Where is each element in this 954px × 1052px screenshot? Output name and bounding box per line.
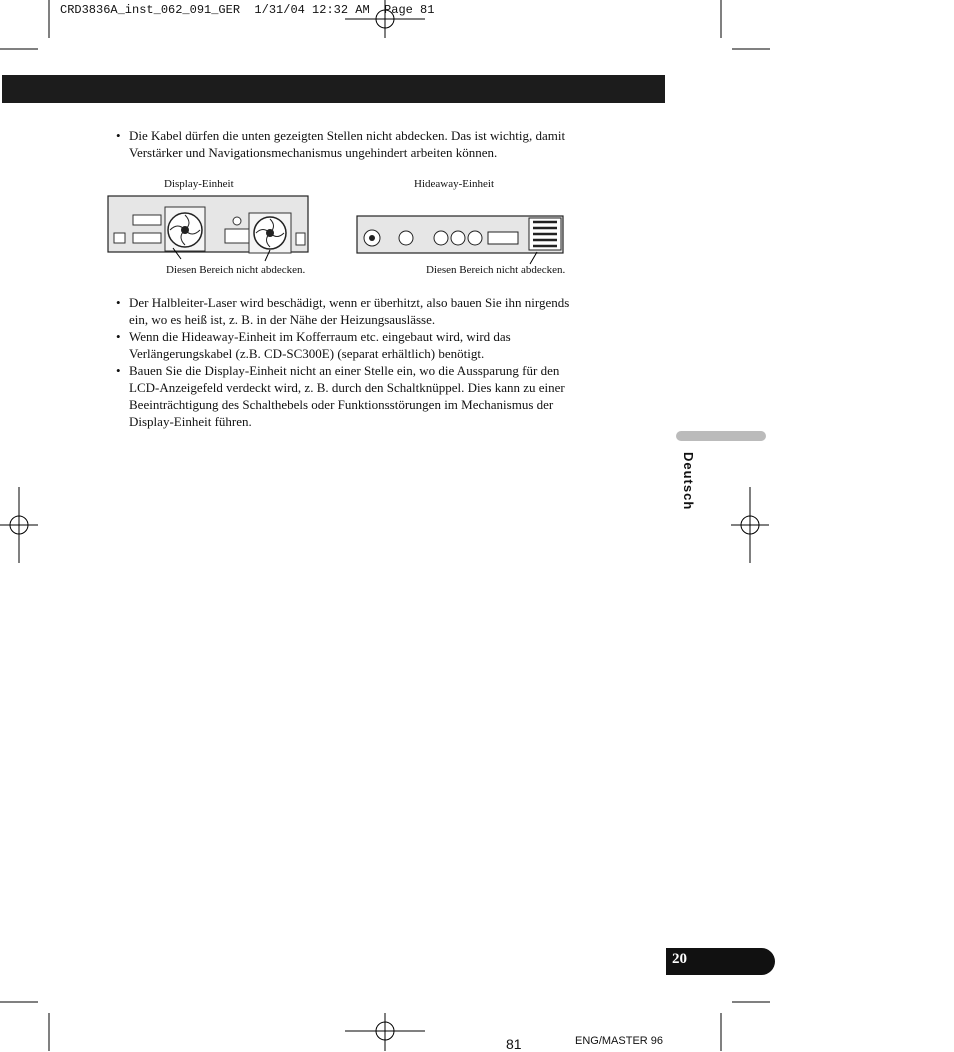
list-item: [116, 294, 656, 328]
text-line: Display-Einheit führen.: [129, 414, 252, 429]
list-item: [116, 362, 656, 430]
text-line: Beeinträchtigung des Schalthebels oder Funktionsstörungen im Mechanismus der: [129, 397, 554, 412]
text-line: Die Kabel dürfen die unten gezeigten Stellen nicht abdecken. Das ist wichtig, damit: [129, 128, 566, 143]
hideaway-unit-illustration: [355, 213, 567, 268]
text-line: ein, wo es heiß ist, z. B. in der Nähe der Heizungsauslässe.: [129, 312, 436, 327]
text-line: LCD-Anzeigefeld verdeckt wird, z. B. durch den Schaltknüppel. Dies kann zu einer: [129, 380, 565, 395]
text-line: Wenn die Hideaway-Einheit im Kofferraum etc. eingebaut wird, wird das: [129, 329, 511, 344]
text-line: Verlängerungskabel (z.B. CD-SC300E) (separat erhältlich) benötigt.: [129, 346, 485, 361]
hideaway-unit-label: Hideaway-Einheit: [414, 178, 495, 190]
bullet-dot: •: [116, 363, 121, 378]
text-line: Der Halbleiter-Laser wird beschädigt, wenn er überhitzt, also bauen Sie ihn nirgends: [129, 295, 570, 310]
master-label: ENG/MASTER 96: [575, 1035, 664, 1047]
text-line: Bauen Sie die Display-Einheit nicht an einer Stelle ein, wo die Aussparung für den: [129, 363, 560, 378]
bullet-dot: •: [116, 329, 121, 344]
language-tab-bar: [676, 431, 766, 441]
list-item: [116, 328, 656, 362]
section-number-tab: [666, 948, 775, 975]
page-number: 81: [506, 1036, 522, 1052]
language-label: Deutsch: [681, 452, 696, 511]
display-unit-illustration: [105, 193, 315, 263]
display-unit-label: Display-Einheit: [164, 178, 234, 190]
bullet-dot: •: [116, 295, 121, 310]
print-slug: CRD3836A_inst_062_091_GER 1/31/04 12:32 AM Page 81: [60, 3, 435, 17]
caption-left: Diesen Bereich nicht abdecken.: [166, 264, 306, 276]
text-line: Verstärker und Navigationsmechanismus ungehindert arbeiten können.: [129, 145, 498, 160]
section-number: 20: [672, 951, 687, 967]
header-bar: [2, 75, 665, 103]
caption-right: Diesen Bereich nicht abdecken.: [426, 264, 566, 276]
bullet-dot: •: [116, 128, 121, 143]
